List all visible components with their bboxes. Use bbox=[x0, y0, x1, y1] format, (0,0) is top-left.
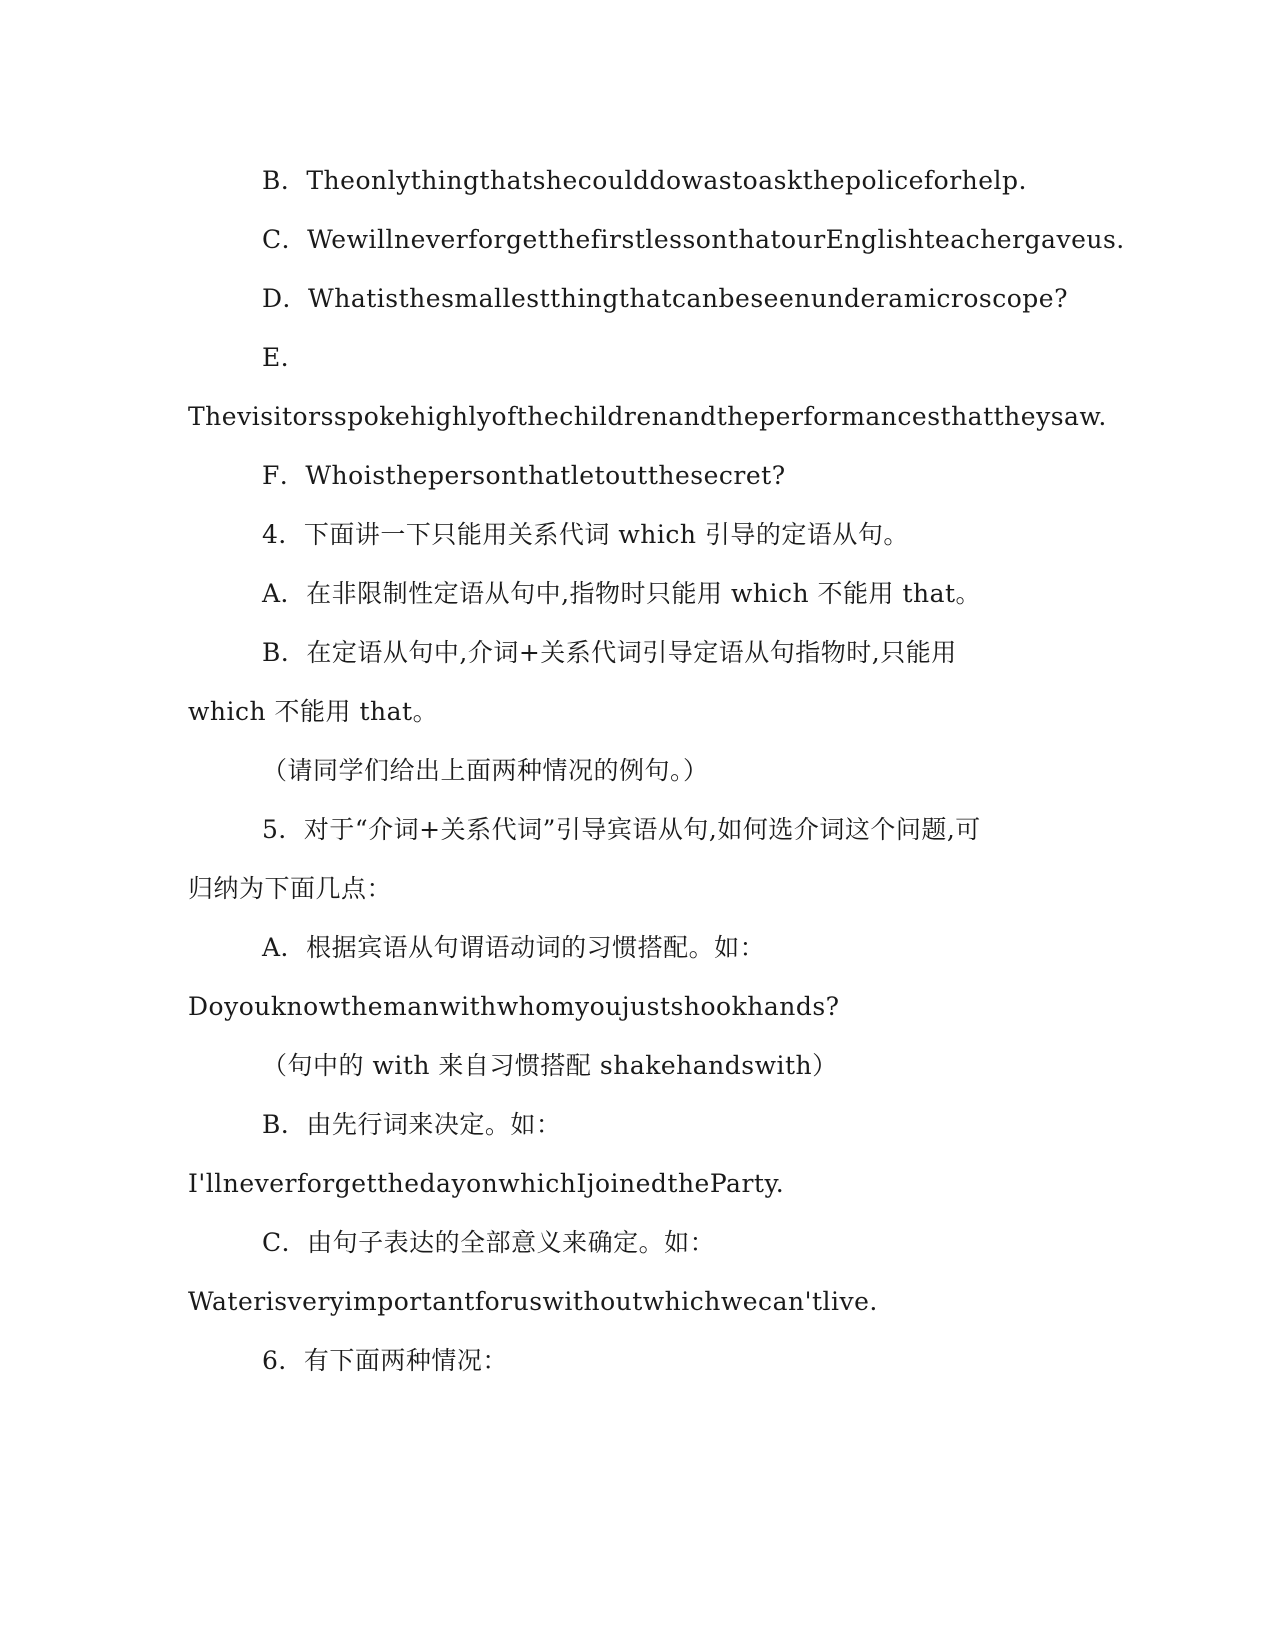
item-number: 5． bbox=[262, 815, 304, 844]
option-d-example bbox=[262, 279, 1068, 319]
section-6-heading bbox=[262, 1341, 508, 1381]
item-label: B． bbox=[262, 166, 307, 195]
section-5-point-c-example bbox=[188, 1282, 878, 1322]
section-5-point-a-note bbox=[262, 1046, 838, 1086]
section-5-heading bbox=[262, 810, 981, 850]
sentence-text: WewillneverforgetthefirstlessonthatourEnglishteachergaveus. bbox=[307, 225, 1125, 254]
paragraph-text: 归纳为下面几点： bbox=[188, 874, 393, 903]
section-4-point-a bbox=[262, 574, 981, 614]
section-5-point-c bbox=[262, 1223, 715, 1263]
paragraph-text: 有下面两种情况： bbox=[303, 1346, 508, 1375]
paragraph-text: 根据宾语从句谓语动词的习惯搭配。如： bbox=[306, 933, 766, 962]
item-label: C． bbox=[262, 225, 308, 254]
sentence-text: Theonlythingthatshecoulddowastoaskthepoliceforhelp. bbox=[306, 166, 1027, 195]
sentence-text: Waterisveryimportantforuswithoutwhichwecan'tlive. bbox=[188, 1287, 878, 1316]
option-b-example bbox=[262, 161, 1027, 201]
option-e-example bbox=[188, 397, 1107, 437]
item-label: B． bbox=[262, 1110, 307, 1139]
option-e-label bbox=[262, 338, 306, 378]
item-label: C． bbox=[262, 1228, 308, 1257]
item-number: 6． bbox=[262, 1346, 304, 1375]
item-label: A． bbox=[262, 933, 307, 962]
item-number: 4． bbox=[262, 520, 304, 549]
sentence-text: Doyouknowthemanwithwhomyoujustshookhands? bbox=[188, 992, 840, 1021]
sentence-text: Thevisitorsspokehighlyofthechildrenandtheperformancesthattheysaw. bbox=[188, 402, 1107, 431]
section-4-point-b bbox=[262, 633, 957, 673]
sentence-text: Whatisthesmallestthingthatcanbeseenunderamicroscope? bbox=[308, 284, 1068, 313]
sentence-text: I'llneverforgetthedayonwhichIjoinedtheParty. bbox=[188, 1169, 785, 1198]
option-c-example bbox=[262, 220, 1125, 260]
exercise-note bbox=[262, 751, 709, 791]
option-f-example bbox=[262, 456, 786, 496]
section-5-point-b-example bbox=[188, 1164, 784, 1204]
item-label: E． bbox=[262, 343, 307, 372]
section-5-point-a bbox=[262, 928, 765, 968]
item-label: D． bbox=[262, 284, 309, 313]
item-label: F． bbox=[262, 461, 306, 490]
section-4-point-b-continued bbox=[188, 692, 438, 732]
section-4-heading bbox=[262, 515, 909, 555]
paragraph-text: 在非限制性定语从句中,指物时只能用 which 不能用 that。 bbox=[306, 579, 982, 608]
section-5-point-b bbox=[262, 1105, 561, 1145]
paragraph-text: 在定语从句中,介词+关系代词引导定语从句指物时,只能用 bbox=[306, 638, 957, 667]
sentence-text: Whoisthepersonthatletoutthesecret? bbox=[305, 461, 786, 490]
paragraph-text: 由句子表达的全部意义来确定。如： bbox=[307, 1228, 716, 1257]
paragraph-text: （句中的 with 来自习惯搭配 shakehandswith） bbox=[262, 1051, 838, 1080]
paragraph-text: 下面讲一下只能用关系代词 which 引导的定语从句。 bbox=[303, 520, 909, 549]
paragraph-text: which 不能用 that。 bbox=[188, 697, 439, 726]
paragraph-text: 由先行词来决定。如： bbox=[306, 1110, 562, 1139]
section-5-point-a-example bbox=[188, 987, 840, 1027]
item-label: B． bbox=[262, 638, 307, 667]
paragraph-text: 对于“介词+关系代词”引导宾语从句,如何选介词这个问题,可 bbox=[303, 815, 981, 844]
item-label: A． bbox=[262, 579, 307, 608]
section-5-heading-continued bbox=[188, 869, 392, 909]
paragraph-text: （请同学们给出上面两种情况的例句。） bbox=[262, 756, 709, 785]
